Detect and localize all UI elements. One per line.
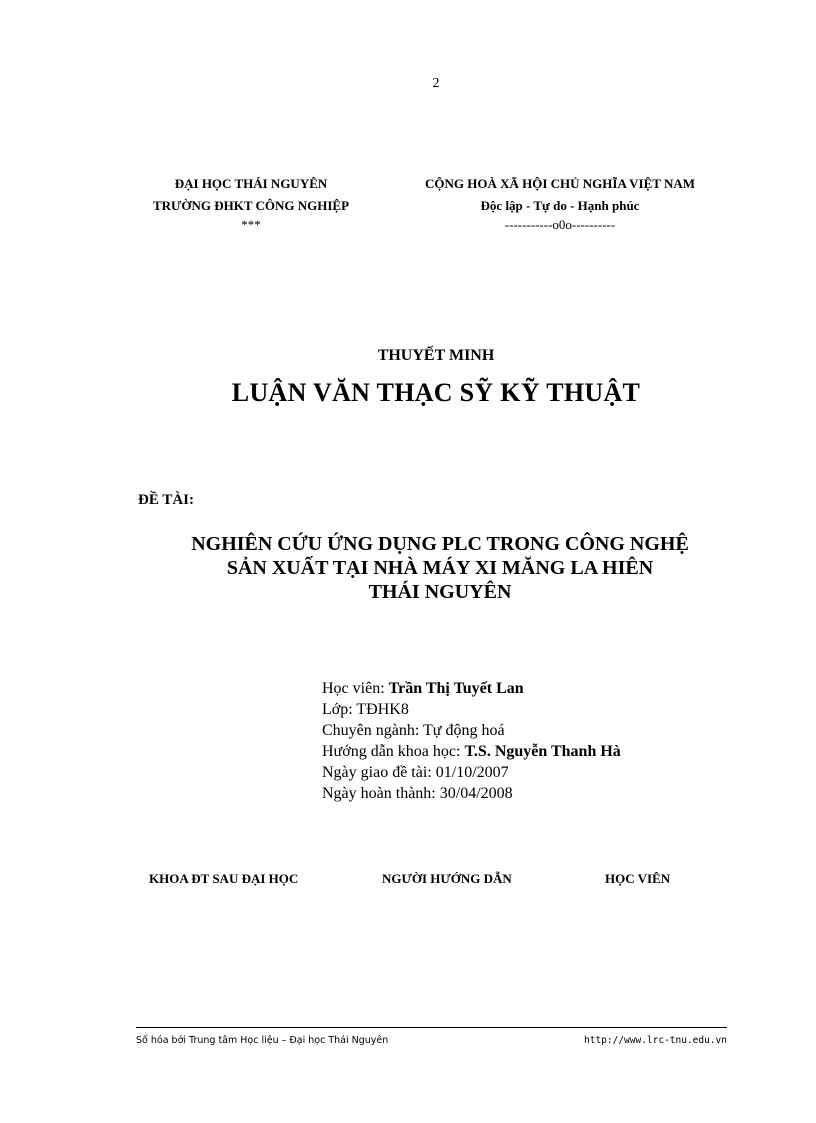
topic-line-1: NGHIÊN CỨU ỨNG DỤNG PLC TRONG CÔNG NGHỆ [191,533,689,555]
completed-date-label: Ngày hoàn thành: [322,785,440,802]
signature-faculty: KHOA ĐT SAU ĐẠI HỌC [149,871,299,886]
footer-url: http://www.lrc-tnu.edu.vn [584,1035,727,1046]
major-value: Tự động hoá [423,722,505,739]
document-kind: THUYẾT MINH [377,347,495,364]
school-name: TRƯỜNG ĐHKT CÔNG NGHIỆP [152,198,350,213]
class-value: TĐHK8 [356,701,409,718]
topic-line-3: THÁI NGUYÊN [368,581,512,603]
topic-label: ĐỀ TÀI: [138,492,194,508]
document-title: LUẬN VĂN THẠC SỸ KỸ THUẬT [231,378,641,407]
completed-date-value: 30/04/2008 [439,785,513,802]
student-label: Học viên: [322,680,389,697]
completed-date-row [322,783,621,804]
topic-line-2: SẢN XUẤT TẠI NHÀ MÁY XI MĂNG LA HIÊN [226,557,654,579]
major-label: Chuyên ngành: [322,722,424,739]
signature-advisor: NGƯỜI HƯỚNG DẪN [382,871,512,886]
advisor-label: Hướng dẫn khoa học: [322,743,465,760]
national-motto: Độc lập - Tự do - Hạnh phúc [480,198,640,213]
student-name: Trần Thị Tuyết Lan [388,680,524,697]
advisor-name: T.S. Nguyễn Thanh Hà [464,743,621,760]
footer-credit: Số hóa bởi Trung tâm Học liệu – Đại học Thái Nguyên [136,1035,389,1046]
header-separator: -----------o0o---------- [504,217,616,232]
page-number: 2 [432,76,440,91]
university-header [140,173,362,233]
major-row [322,720,621,741]
class-row [322,699,621,720]
assigned-date-row [322,762,621,783]
signature-student: HỌC VIÊN [605,871,671,886]
country-name: CỘNG HOÀ XÃ HỘI CHỦ NGHĨA VIỆT NAM [424,176,696,191]
advisor-row [322,741,621,762]
student-row [322,678,621,699]
assigned-date-value: 01/10/2007 [435,764,509,781]
university-name: ĐẠI HỌC THÁI NGUYÊN [174,176,328,191]
topic-title [130,532,750,604]
footer-divider [136,1027,727,1028]
thesis-info [322,678,621,804]
class-label: Lớp: [322,701,357,718]
national-header [396,173,724,233]
header-stars: *** [241,217,261,232]
assigned-date-label: Ngày giao đề tài: [322,764,436,781]
